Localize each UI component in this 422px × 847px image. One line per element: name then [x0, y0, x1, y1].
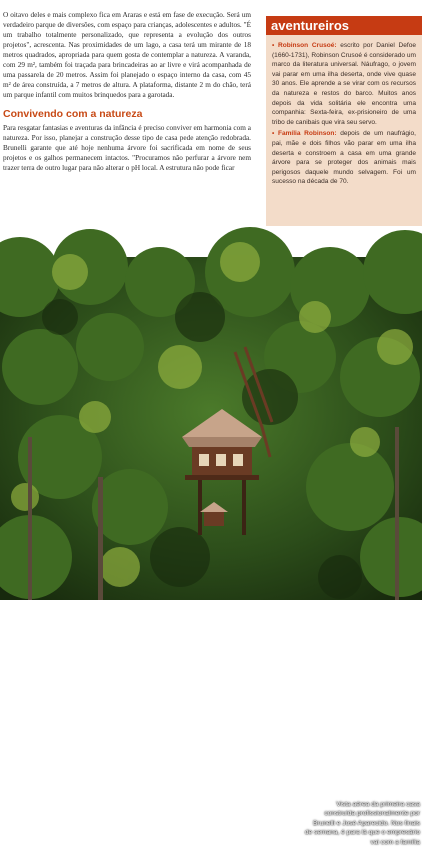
photo-caption: Vista aérea da primeira casa construída profissionalmente por Brunelli e José Aparecido. Nos finais de semana, é para lá que o empresário vai com a família: [304, 801, 420, 846]
sidebar-box: [266, 16, 422, 226]
forest-treehouse-illustration: [0, 257, 422, 600]
sidebar-item-text: depois de um naufrágio, pai, mãe e dois filhos vão parar em uma ilha deserta e constroem a casa em uma grande árvore para se proteger dos animais mais perigosos daquele mundo selvagem. Foi um sucesso na década de 70.: [272, 130, 416, 186]
bullet-icon: •: [272, 42, 278, 49]
sidebar-title: aventureiros: [266, 16, 422, 35]
article-paragraph-2: Para resgatar fantasias e aventuras da infância é preciso conviver em harmonia com a natureza. Por isso, planejar a construção desse tipo de casa pede atenção redobrada. Brunelli garante que até hoje nenhuma árvore foi sacrificada em nome de seus projetos e os galhos permanecem intactos. "Procuramos não perfurar a árvore nem trazer terra de outro lugar para não alterar o pH local. A estrutura não pode ficar: [3, 124, 251, 172]
sidebar-item: [272, 129, 416, 187]
sidebar-item-lead: Família Robinson:: [277, 130, 337, 138]
bullet-icon: •: [272, 130, 278, 138]
article-paragraph-1: O oitavo deles e mais complexo fica em Araras e está em fase de execução. Será um verdadeiro parque de diversões, com espaço para crianças, adolescentes e adultos. "É um trabalho totalmente personalizado, que representa a evolução dos outros projetos", acrescenta. Nas proximidades de um lago, a casa terá um mirante de 18 metros quadrados, apropriada para quem gosta de contemplar a natureza. A varanda, com 29 m², também foi traçada para brincadeiras ao ar livre e virá acompanhada de uma passarela de 20 metros. Assim foi planejado o espaço interno da casa, com 45 m² de área construída, a 7 metros de altura. A plataforma, distante 2 m do chão, terá um parque infantil com muitos brinquedos para a garotada.: [3, 11, 251, 99]
treehouse-photo: [0, 257, 422, 846]
sidebar-body: [266, 35, 422, 193]
article-subhead: Convivendo com a natureza: [3, 108, 143, 120]
sidebar-item-text: escrito por Daniel Defoe (1660-1731), Robinson Crusoé é considerado um marco da literatura universal. Náufrago, o jovem vai parar em uma ilha deserta, onde vive quase 30 anos. Ele aprende a se virar com os recursos da natureza e restos do barco. Muitos anos depois da vida solitária ele encontra uma companhia: Sexta-feira, ex-prisioneiro de uma tribo de canibais que vira seu servo.: [272, 42, 416, 126]
sidebar-item-lead: Robinson Crusoé:: [277, 42, 337, 49]
article-column: [3, 10, 251, 173]
sidebar-item: [272, 41, 416, 127]
